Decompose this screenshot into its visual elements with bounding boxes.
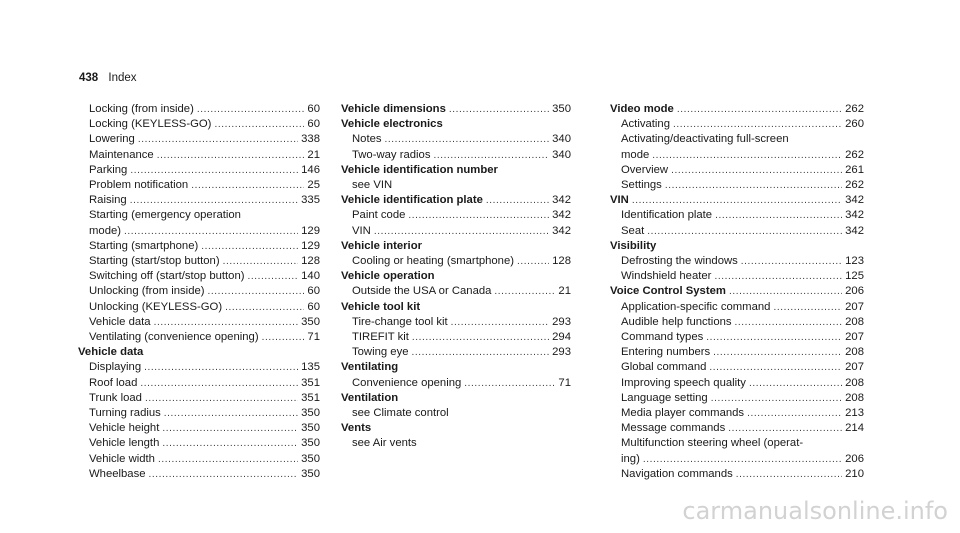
index-entry[interactable]: [610, 406, 864, 421]
section-title: Index: [108, 72, 137, 84]
index-entry-term: Notes: [352, 133, 382, 146]
index-entry[interactable]: [610, 391, 864, 406]
index-entry-term: TIREFIT kit: [352, 331, 409, 344]
index-entry-term: Tire-change tool kit: [352, 315, 448, 328]
index-page-number: 129: [301, 239, 320, 252]
dot-leader: [715, 208, 842, 223]
dot-leader: [433, 148, 549, 163]
index-entry[interactable]: [341, 345, 571, 360]
index-entry-term: Seat: [621, 224, 645, 237]
index-entry-term: Vehicle width: [89, 452, 155, 465]
page-header: [79, 72, 137, 84]
index-entry[interactable]: [78, 254, 320, 269]
dot-leader: [214, 117, 304, 132]
index-line: see VIN: [352, 179, 393, 192]
index-entry[interactable]: [341, 376, 571, 391]
index-page-number: 262: [845, 179, 864, 192]
index-entry-term: Vehicle identification plate: [341, 194, 483, 207]
index-entry[interactable]: [610, 467, 864, 482]
index-entry[interactable]: [78, 360, 320, 375]
index-page-number: 335: [301, 194, 320, 207]
index-entry-term: Convenience opening: [352, 376, 462, 389]
index-page-number: 342: [552, 209, 571, 222]
dot-leader: [517, 254, 549, 269]
index-page-number: 206: [845, 285, 864, 298]
index-page-number: 140: [301, 270, 320, 283]
dot-leader: [197, 102, 305, 117]
dot-leader: [138, 132, 298, 147]
index-entry[interactable]: [341, 254, 571, 269]
index-entry[interactable]: [78, 330, 320, 345]
index-entry-term: Locking (from inside): [89, 103, 194, 115]
index-entry-term: Language setting: [621, 391, 708, 404]
index-entry-term: Ventilating (convenience opening): [89, 331, 259, 344]
dot-leader: [713, 345, 842, 360]
index-page-number: 71: [307, 331, 320, 344]
index-entry-term: Voice Control System: [610, 285, 726, 298]
index-entry[interactable]: [610, 452, 864, 467]
dot-leader: [201, 239, 298, 254]
dot-leader: [735, 315, 843, 330]
index-page-number: 207: [845, 300, 864, 313]
dot-leader: [709, 360, 842, 375]
index-entry[interactable]: [341, 315, 571, 330]
index-entry[interactable]: [341, 330, 571, 345]
dot-leader: [749, 376, 842, 391]
index-heading: Vehicle data: [78, 346, 144, 359]
dot-leader: [374, 224, 549, 239]
dot-leader: [225, 300, 304, 315]
index-entry[interactable]: [78, 315, 320, 330]
index-page-number: 207: [845, 361, 864, 374]
index-entry-term: Switching off (start/stop button): [89, 270, 245, 283]
index-entry[interactable]: [78, 391, 320, 406]
index-entry-term: Video mode: [610, 103, 674, 115]
index-entry[interactable]: [78, 436, 320, 451]
index-entry-term: Two-way radios: [352, 148, 431, 161]
index-entry[interactable]: [78, 148, 320, 163]
index-entry-term: Defrosting the windows: [621, 255, 738, 268]
index-page-number: 207: [845, 331, 864, 344]
dot-leader: [191, 178, 304, 193]
index-entry-term: Outside the USA or Canada: [352, 285, 492, 298]
index-entry[interactable]: [610, 117, 864, 132]
index-heading: Vents: [341, 422, 372, 435]
index-entry-term: Starting (start/stop button): [89, 255, 220, 268]
index-page-number: 342: [845, 224, 864, 237]
index-page-number: 208: [845, 315, 864, 328]
index-entry-term: ing): [621, 452, 640, 465]
index-entry-term: Windshield heater: [621, 270, 712, 283]
index-entry-term: Message commands: [621, 422, 726, 435]
index-entry[interactable]: [610, 193, 864, 208]
index-page-number: 340: [552, 133, 571, 146]
index-entry[interactable]: [610, 254, 864, 269]
dot-leader: [671, 163, 842, 178]
index-page-number: 60: [307, 285, 320, 298]
index-entry-term: Audible help functions: [621, 315, 732, 328]
index-entry[interactable]: [610, 163, 864, 178]
index-page-number: 60: [307, 300, 320, 313]
index-entry-term: Towing eye: [352, 346, 409, 359]
index-entry[interactable]: [78, 178, 320, 193]
index-page-number: 342: [552, 224, 571, 237]
index-heading: Visibility: [610, 239, 657, 252]
index-entry-term: Settings: [621, 179, 662, 192]
dot-leader: [706, 330, 842, 345]
dot-leader: [412, 345, 550, 360]
index-page-number: 128: [552, 255, 571, 268]
index-heading: Vehicle tool kit: [341, 300, 421, 313]
index-entry[interactable]: [78, 421, 320, 436]
index-page-number: 125: [845, 270, 864, 283]
index-entry-term: Wheelbase: [89, 467, 146, 480]
index-page-number: 340: [552, 148, 571, 161]
dot-leader: [486, 193, 549, 208]
index-page-number: 261: [845, 163, 864, 176]
index-column-1: [78, 102, 320, 482]
index-page-number: 208: [845, 376, 864, 389]
index-heading: Ventilation: [341, 391, 399, 404]
index-line: Starting (emergency operation: [89, 209, 241, 222]
index-entry-term: Maintenance: [89, 148, 154, 161]
index-entry-term: VIN: [352, 224, 371, 237]
index-page-number: 342: [845, 209, 864, 222]
dot-leader: [140, 376, 298, 391]
index-entry-term: Identification plate: [621, 209, 713, 222]
index-entry-term: Turning radius: [89, 407, 161, 420]
index-page-number: 350: [301, 422, 320, 435]
dot-leader: [149, 467, 299, 482]
dot-leader: [162, 421, 298, 436]
index-entry[interactable]: [78, 239, 320, 254]
index-line: see Air vents: [352, 437, 417, 450]
dot-leader: [451, 315, 549, 330]
index-page-number: 60: [307, 118, 320, 131]
index-entry[interactable]: [78, 117, 320, 132]
dot-leader: [208, 284, 305, 299]
index-entry[interactable]: [341, 102, 571, 117]
dot-leader: [385, 132, 550, 147]
index-entry-term: Unlocking (from inside): [89, 285, 205, 298]
dot-leader: [773, 300, 842, 315]
dot-leader: [412, 330, 549, 345]
index-page-number: 338: [301, 133, 320, 146]
dot-leader: [124, 224, 298, 239]
index-entry[interactable]: [610, 315, 864, 330]
index-entry[interactable]: [610, 284, 864, 299]
index-page-number: 25: [307, 179, 320, 192]
index-column-3: [610, 102, 864, 482]
dot-leader: [714, 269, 842, 284]
index-entry-term: Improving speech quality: [621, 376, 746, 389]
index-entry-term: VIN: [610, 194, 629, 207]
dot-leader: [665, 178, 842, 193]
dot-leader: [162, 436, 298, 451]
index-entry-term: Problem notification: [89, 179, 189, 192]
index-page-number: 208: [845, 346, 864, 359]
index-entry-term: Activating: [621, 118, 670, 131]
dot-leader: [145, 391, 298, 406]
index-entry[interactable]: [78, 406, 320, 421]
index-entry-term: Raising: [89, 194, 127, 207]
dot-leader: [632, 193, 842, 208]
index-page-number: 60: [307, 103, 320, 115]
dot-leader: [130, 193, 298, 208]
index-page-number: 213: [845, 407, 864, 420]
index-page-number: 146: [301, 163, 320, 176]
index-page-number: 135: [301, 361, 320, 374]
index-entry[interactable]: [610, 148, 864, 163]
index-page-number: 342: [845, 194, 864, 207]
index-entry[interactable]: [78, 284, 320, 299]
index-entry[interactable]: [78, 163, 320, 178]
index-entry[interactable]: [610, 224, 864, 239]
page-number: 438: [79, 72, 99, 84]
dot-leader: [736, 467, 842, 482]
index-heading: Vehicle identification number: [341, 163, 498, 176]
index-entry[interactable]: [341, 132, 571, 147]
index-entry-term: Unlocking (KEYLESS-GO): [89, 300, 223, 313]
dot-leader: [164, 406, 298, 421]
index-page-number: 293: [552, 346, 571, 359]
index-page-number: 351: [301, 391, 320, 404]
index-entry-term: Overview: [621, 163, 669, 176]
index-entry[interactable]: [78, 467, 320, 482]
index-page-number: 128: [301, 255, 320, 268]
index-page-number: 350: [552, 103, 571, 115]
dot-leader: [647, 224, 842, 239]
index-entry[interactable]: [610, 300, 864, 315]
index-entry-term: Vehicle length: [89, 437, 160, 450]
index-entry[interactable]: [610, 208, 864, 223]
index-entry[interactable]: [610, 360, 864, 375]
dot-leader: [673, 117, 842, 132]
index-page-number: 208: [845, 391, 864, 404]
dot-leader: [130, 163, 298, 178]
watermark: carmanualsonline.info: [682, 497, 948, 525]
index-page-number: 350: [301, 452, 320, 465]
index-entry[interactable]: [610, 376, 864, 391]
index-entry[interactable]: [610, 330, 864, 345]
index-line: Activating/deactivating full-screen: [621, 133, 789, 146]
index-entry-term: mode: [621, 148, 650, 161]
index-entry-term: Navigation commands: [621, 467, 733, 480]
dot-leader: [677, 102, 842, 117]
index-entry[interactable]: [610, 269, 864, 284]
index-entry[interactable]: [341, 193, 571, 208]
index-entry[interactable]: [341, 148, 571, 163]
index-entry[interactable]: [341, 224, 571, 239]
index-entry-term: Vehicle height: [89, 422, 160, 435]
index-entry-term: Roof load: [89, 376, 138, 389]
dot-leader: [652, 148, 842, 163]
index-entry[interactable]: [78, 269, 320, 284]
index-page-number: 350: [301, 437, 320, 450]
index-page-number: 350: [301, 315, 320, 328]
dot-leader: [408, 208, 549, 223]
index-entry[interactable]: [78, 452, 320, 467]
index-entry[interactable]: [610, 345, 864, 360]
index-page-number: 293: [552, 315, 571, 328]
index-entry-term: Cooling or heating (smartphone): [352, 255, 515, 268]
index-page-number: 350: [301, 407, 320, 420]
index-page-number: 342: [552, 194, 571, 207]
index-entry-term: Global command: [621, 361, 707, 374]
index-entry[interactable]: [78, 102, 320, 117]
index-heading: Ventilating: [341, 361, 399, 374]
index-entry[interactable]: [78, 376, 320, 391]
index-page-number: 262: [845, 148, 864, 161]
index-heading: Vehicle electronics: [341, 118, 443, 131]
dot-leader: [248, 269, 299, 284]
index-entry[interactable]: [341, 208, 571, 223]
dot-leader: [711, 391, 842, 406]
index-page-number: 129: [301, 224, 320, 237]
index-entry[interactable]: [78, 132, 320, 147]
dot-leader: [154, 315, 299, 330]
index-entry-term: mode): [89, 224, 122, 237]
dot-leader: [728, 421, 842, 436]
index-heading: Vehicle operation: [341, 270, 435, 283]
index-entry[interactable]: [78, 193, 320, 208]
index-entry-term: Paint code: [352, 209, 406, 222]
dot-leader: [464, 376, 555, 391]
dot-leader: [741, 254, 842, 269]
dot-leader: [262, 330, 305, 345]
dot-leader: [643, 452, 842, 467]
index-page-number: 350: [301, 467, 320, 480]
dot-leader: [747, 406, 842, 421]
dot-leader: [729, 284, 842, 299]
dot-leader: [449, 102, 549, 117]
index-line: see Climate control: [352, 407, 449, 420]
index-page-number: 351: [301, 376, 320, 389]
index-entry-term: Entering numbers: [621, 346, 711, 359]
index-page-number: 262: [845, 103, 864, 115]
index-entry[interactable]: [610, 421, 864, 436]
index-page-number: 294: [552, 331, 571, 344]
index-entry-term: Lowering: [89, 133, 135, 146]
dot-leader: [157, 148, 305, 163]
index-entry[interactable]: [78, 224, 320, 239]
index-entry-term: Parking: [89, 163, 128, 176]
index-entry-term: Application-specific command: [621, 300, 771, 313]
index-page-number: 71: [558, 376, 571, 389]
index-entry-term: Displaying: [89, 361, 142, 374]
index-entry-term: Starting (smartphone): [89, 239, 199, 252]
index-entry[interactable]: [341, 284, 571, 299]
index-page-number: 123: [845, 255, 864, 268]
index-page-number: 206: [845, 452, 864, 465]
index-page-number: 214: [845, 422, 864, 435]
dot-leader: [158, 452, 298, 467]
dot-leader: [144, 360, 298, 375]
index-entry[interactable]: [610, 102, 864, 117]
dot-leader: [494, 284, 555, 299]
index-entry[interactable]: [610, 178, 864, 193]
dot-leader: [223, 254, 299, 269]
index-page-number: 260: [845, 118, 864, 131]
index-page-number: 21: [558, 285, 571, 298]
index-entry-term: Command types: [621, 331, 704, 344]
index-line: Multifunction steering wheel (operat-: [621, 437, 804, 450]
index-entry-term: Media player commands: [621, 407, 745, 420]
index-entry-term: Vehicle data: [89, 315, 151, 328]
index-column-2: [341, 102, 571, 452]
index-entry-term: Locking (KEYLESS-GO): [89, 118, 212, 131]
index-page-number: 21: [307, 148, 320, 161]
index-entry-term: Trunk load: [89, 391, 142, 404]
index-entry-term: Vehicle dimensions: [341, 103, 446, 115]
index-page-number: 210: [845, 467, 864, 480]
index-entry[interactable]: [78, 300, 320, 315]
index-heading: Vehicle interior: [341, 239, 422, 252]
